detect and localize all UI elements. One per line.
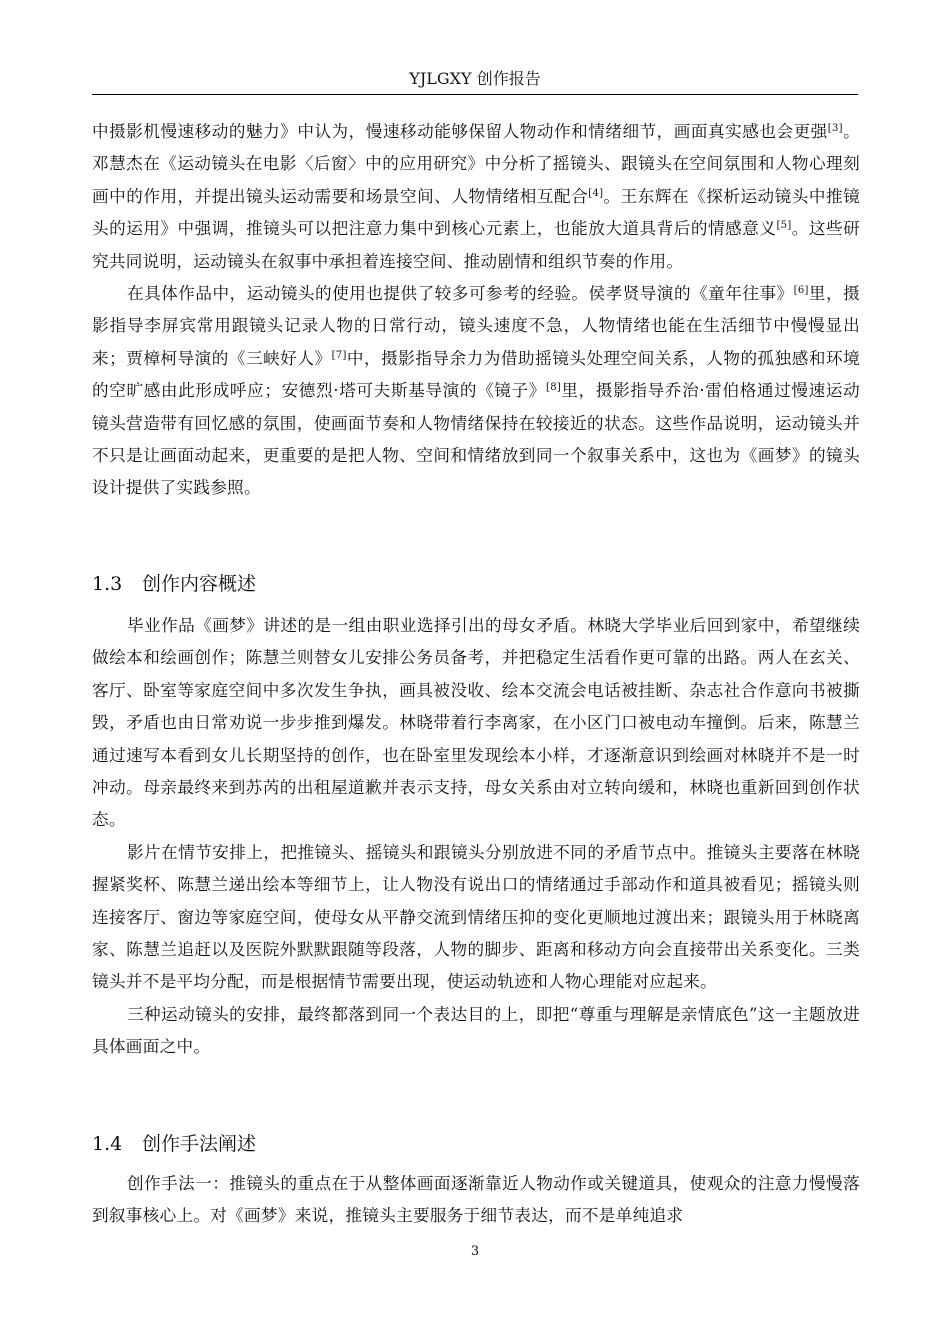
intro-paragraph-1 — [92, 116, 860, 278]
text-run: 中，摄影指导余力为借助摇镜头处理空间关系，人物的孤独感和环境的空旷感由此形成呼应；安德烈·塔可夫斯基导演的《镜子》 — [92, 348, 861, 401]
text-run: 在具体作品中，运动镜头的使用也提供了较多可参考的经验。侯孝贤导演的《童年往事》 — [127, 284, 794, 304]
intro-paragraph-2 — [92, 278, 860, 505]
section-title: 创作内容概述 — [142, 573, 257, 595]
text-run: 里，摄影指导李屏宾常用跟镜头记录人物的日常行动，镜头速度不急，人物情绪也能在生活细节中慢慢显出来；贾樟柯导演的《三峡好人》 — [92, 284, 860, 368]
text-run: 中摄影机慢速移动的魅力》中认为，慢速移动能够保留人物动作和情绪细节，画面真实感也会更强 — [92, 122, 828, 141]
text-run: 里，摄影指导乔治·雷伯格通过慢速运动镜头营造带有回忆感的氛围，使画面节奏和人物情绪保持在较接近的状态。这些作品说明，运动镜头并不只是让画面动起来，更重要的是把人物、空间和情绪放到同一个叙事关系中，这也为《画梦》的镜头设计提供了实践参照。 — [92, 381, 860, 498]
section-heading-1-4 — [92, 1130, 860, 1158]
section-title: 创作手法阐述 — [142, 1133, 257, 1155]
citation-7: [7] — [331, 349, 347, 361]
section-1-3-paragraph-2: 影片在情节安排上，把推镜头、摇镜头和跟镜头分别放进不同的矛盾节点中。推镜头主要落在林晓握紧奖杯、陈慧兰递出绘本等细节上，让人物没有说出口的情绪通过手部动作和道具被看见；摇镜头则连接客厅、窗边等家庭空间，使母女从平静交流到情绪压抑的变化更顺地过渡出来；跟镜头用于林晓离家、陈慧兰追赶以及医院外默默跟随等段落，人物的脚步、距离和移动方向会直接带出关系变化。三类镜头并不是平均分配，而是根据情节需要出现，使运动轨迹和人物心理能对应起来。 — [92, 842, 860, 992]
section-1-4-paragraph-1: 创作手法一：推镜头的重点在于从整体画面逐渐靠近人物动作或关键道具，使观众的注意力慢慢落到叙事核心上。对《画梦》来说，推镜头主要服务于细节表达，而不是单纯追求 — [92, 1174, 860, 1226]
section-1-3-body — [92, 610, 860, 1064]
section-number: 1.3 — [92, 573, 123, 595]
text-run: 。这些研究共同说明，运动镜头在叙事中承担着连接空间、推动剧情和组织节奏的作用。 — [92, 219, 860, 271]
section-1-4-body — [92, 1168, 860, 1233]
citation-3: [3] — [827, 123, 843, 134]
citation-5: [5] — [776, 220, 792, 232]
intro-block — [92, 116, 860, 505]
section-1-3-paragraph-1: 毕业作品《画梦》讲述的是一组由职业选择引出的母女矛盾。林晓大学毕业后回到家中，希望继续做绘本和绘画创作；陈慧兰则替女儿安排公务员备考，并把稳定生活看作更可靠的出路。两人在玄关、客厅、卧室等家庭空间中多次发生争执，画具被没收、绘本交流会电话被挂断、杂志社合作意向书被撕毁，矛盾也由日常劝说一步步推到爆发。林晓带着行李离家，在小区门口被电动车撞倒。后来，陈慧兰通过速写本看到女儿长期坚持的创作，也在卧室里发现绘本小样，才逐渐意识到绘画对林晓并不是一时冲动。母亲最终来到苏芮的出租屋道歉并表示支持，母女关系由对立转向缓和，林晓也重新回到创作状态。 — [92, 616, 860, 830]
page-header: YJLGXY 创作报告 — [92, 66, 858, 95]
citation-4: [4] — [588, 187, 604, 199]
text-run: 。王东辉在《探析运动镜头中推镜头的运用》中强调，推镜头可以把注意力集中到核心元素上，也能放大道具背后的情感意义 — [92, 186, 861, 239]
section-heading-1-3 — [92, 570, 860, 598]
section-number: 1.4 — [92, 1133, 123, 1155]
text-run: 。邓慧杰在《运动镜头在电影〈后窗〉中的应用研究》中分析了摇镜头、跟镜头在空间氛围和人物心理刻画中的作用，并提出镜头运动需要和场景空间、人物情绪相互配合 — [92, 122, 860, 206]
section-1-3-paragraph-3: 三种运动镜头的安排，最终都落到同一个表达目的上，即把“尊重与理解是亲情底色”这一主题放进具体画面之中。 — [92, 1004, 860, 1057]
citation-6: [6] — [793, 285, 809, 297]
citation-8: [8] — [546, 382, 562, 394]
page-number: 3 — [470, 1244, 480, 1259]
